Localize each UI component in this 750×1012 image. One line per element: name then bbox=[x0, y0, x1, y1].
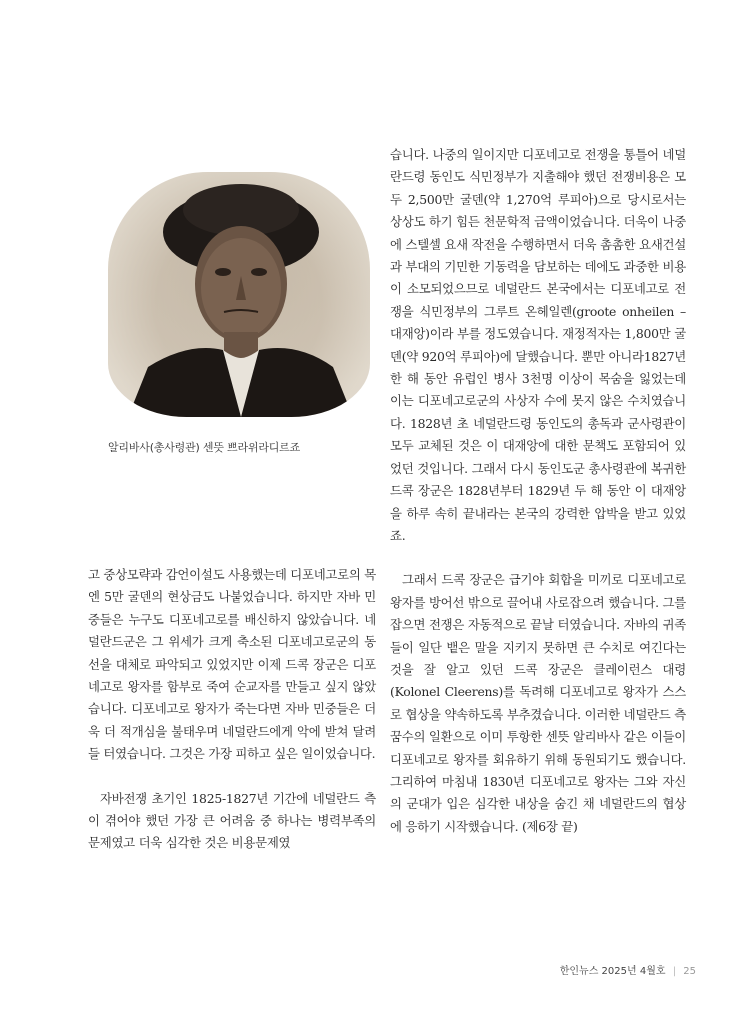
page-number: 25 bbox=[683, 966, 696, 977]
publication-name: 한인뉴스 2025년 4월호 bbox=[559, 966, 666, 977]
left-paragraph-2: 자바전쟁 초기인 1825-1827년 기간에 네덜란드 측이 겪어야 했던 가장 큰 어려움 중 하나는 병력부족의 문제였고 더욱 심각한 것은 비용문제였 bbox=[88, 790, 376, 851]
right-column bbox=[390, 144, 686, 838]
left-paragraph-1: 고 중상모략과 감언이설도 사용했는데 디포네고로의 목엔 5만 굴덴의 현상금도 나붙었습니다. 하지만 자바 민중들은 누구도 디포네고로를 배신하지 않았습니다. 네덜란드군은 그 위세가 크게 축소된 디포네고로군의 동선을 대체로 파악되고 있었지만 이제 드콕 장군은 디포네고로 왕자를 함부로 죽여 순교자를 만들고 싶지 않았습니다. 디포네고로 왕자가 죽는다면 자바 민중들은 더욱 더 적개심을 불태우며 네덜란드에게 악에 받쳐 달려들 터였습니다. 그것은 가장 피하고 싶은 일이었습니다. bbox=[88, 567, 376, 762]
left-column bbox=[88, 564, 376, 855]
portrait-photo bbox=[108, 172, 370, 417]
portrait-figure bbox=[108, 172, 370, 430]
right-paragraph-1: 습니다. 나중의 일이지만 디포네고로 전쟁을 통틀어 네덜란드령 동인도 식민정부가 지출해야 했던 전쟁비용은 모두 2,500만 굴덴(약 1,270억 루피아)으로 당시로서는 상상도 하기 힘든 천문학적 금액이었습니다. 더욱이 나중에 스텔셀 요새 작전을 수행하면서 더욱 촘촘한 요새건설과 부대의 기민한 기동력을 담보하는 데에도 과중한 비용이 소모되었으므로 네덜란드 본국에서는 디포네고로 전쟁을 식민정부의 그루트 온헤일렌(groote onheilen – 대재앙)이라 부를 정도였습니다. 재정적자는 1,800만 굴덴(약 920억 루피아)에 달했습니다. 뿐만 아니라1827년 한 해 동안 유럽인 병사 3천명 이상이 목숨을 잃었는데 이는 디포네고로군의 사상자 수에 못지 않은 수치였습니다. 1828년 초 네덜란드령 동인도의 총독과 군사령관이 모두 교체된 것은 이 대재앙에 대한 문책도 포함되어 있었던 것입니다. 그래서 다시 동인도군 총사령관에 복귀한 드콕 장군은 1828년부터 1829년 두 해 동안 이 대재앙을 하루 속히 끝내라는 본국의 강력한 압박을 받고 있었죠. bbox=[390, 147, 686, 543]
footer-separator: | bbox=[672, 966, 677, 977]
page-footer bbox=[560, 962, 696, 977]
figure-caption: 알리바사(총사령관) 센뜻 쁘라위라디르죠 bbox=[108, 441, 301, 454]
portrait-illustration bbox=[108, 172, 370, 417]
right-paragraph-2: 그래서 드콕 장군은 급기야 회합을 미끼로 디포네고로 왕자를 방어선 밖으로 끌어내 사로잡으려 했습니다. 그를 잡으면 전쟁은 자동적으로 끝날 터였습니다. 자바의 귀족들이 일단 뱉은 말을 지키지 못하면 큰 수치로 여긴다는 것을 잘 알고 있던 드콕 장군은 클레이런스 대령(Kolonel Cleerens)를 독려해 디포네고로 왕자가 스스로 협상을 약속하도록 부추겼습니다. 이러한 네덜란드 측 꿈수의 일환으로 이미 투항한 센뜻 알리바사 같은 이들이 디포네고로 왕자를 회유하기 위해 동원되기도 했습니다. 그리하여 마침내 1830년 디포네고로 왕자는 그와 자신의 군대가 입은 심각한 내상을 숨긴 채 네덜란드의 협상에 응하기 시작했습니다. (제6장 끝) bbox=[390, 572, 686, 834]
